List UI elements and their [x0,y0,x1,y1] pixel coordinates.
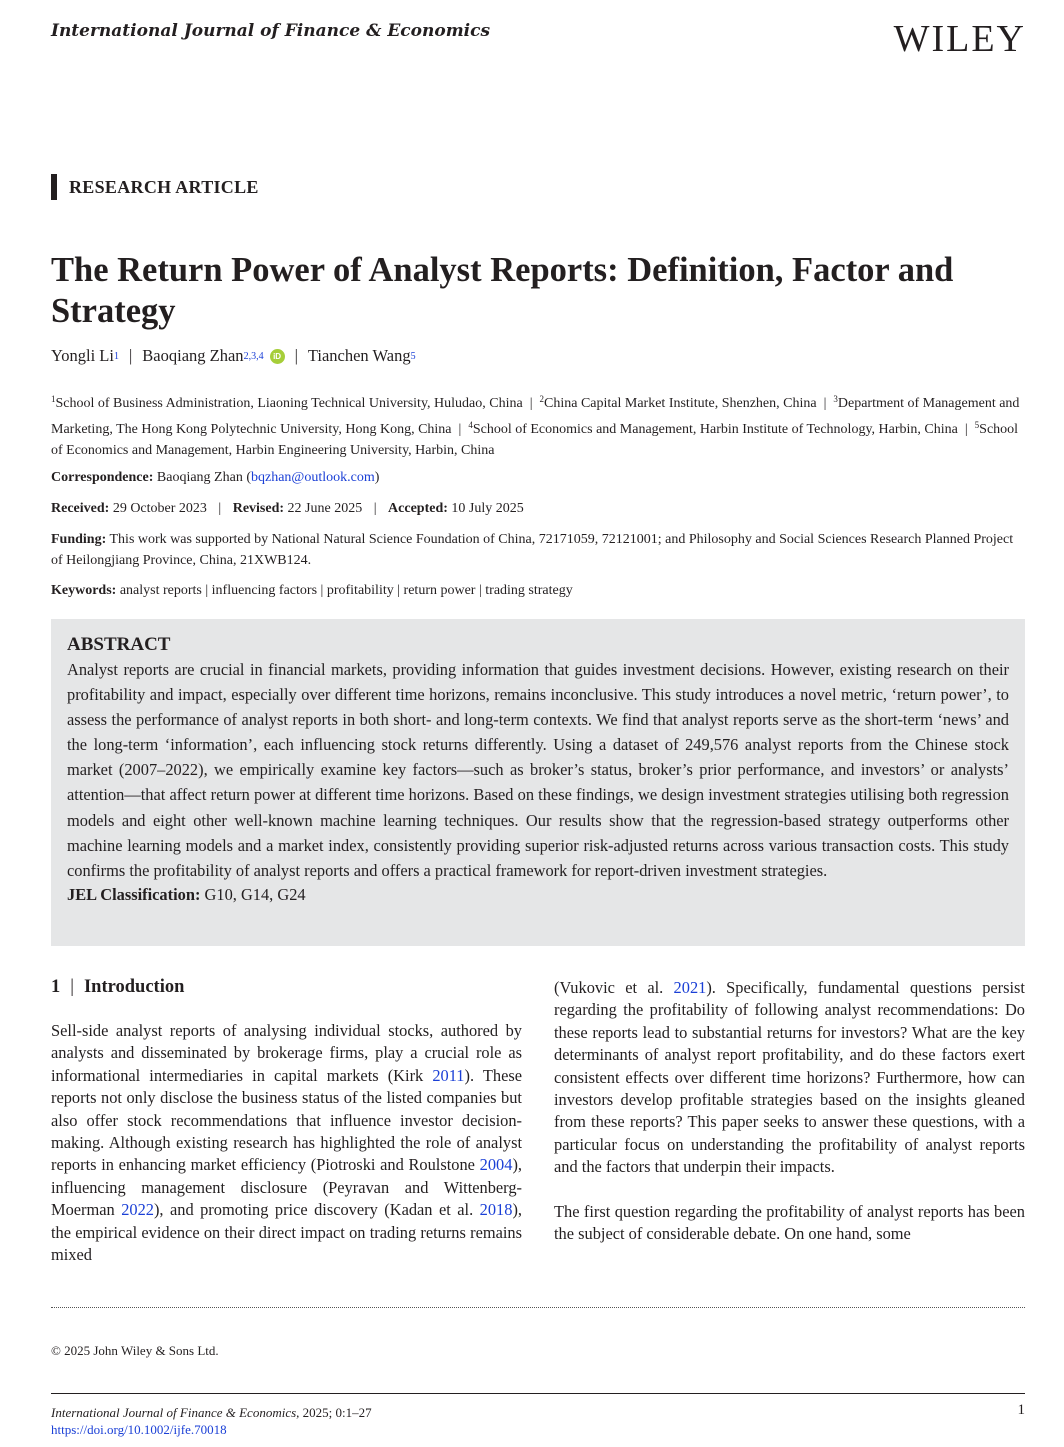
affiliation-text: School of Business Administration, Liaoning Technical University, Huludao, China [55,396,523,411]
correspondence-email-link[interactable]: bqzhan@outlook.com [251,470,375,485]
received-label: Received: [51,501,110,516]
abstract-text: Analyst reports are crucial in financial markets, providing information that guides investment decisions. However, existing research on their profitability and impact, especially over different time horizons, remains inconclusive. This study introduces a novel metric, ‘return power’, to assess the performance of analyst reports in both short- and long-term contexts. We find that analyst reports serve as the short-term ‘news’ and the long-term ‘information’, each influencing stock returns differently. Using a dataset of 249,576 analyst reports from the Chinese stock market (2007–2022), we empirically examine key factors—such as broker’s status, broker’s prior performance, and investors’ or analysts’ attention—that affect return power at different time horizons. Based on these findings, we design investment strategies utilising both regression models and eight other well-known machine learning techniques. Our results show that the regression-based strategy outperforms other machine learning models and a market index, consistently providing superior risk-adjusted returns across various transaction costs. This study confirms the profitability of analyst reports and offers a practical framework for report-driven investment strategies. [67,660,1009,880]
keyword: trading strategy [485,583,573,598]
section-number: 1 [51,977,61,997]
publisher-logo: WILEY [893,18,1026,60]
footer-divider [51,1393,1025,1394]
affiliation-number: 5 [974,419,980,430]
body-column-left [51,1020,522,1266]
citation-year-link[interactable]: 2004 [479,1155,513,1175]
section-heading: 1 | Introduction [51,977,185,997]
keyword: profitability [326,583,394,598]
funding-text: This work was supported by National Natural Science Foundation of China, 72171059, 72121001; and Philosophy and Social Sciences Research Planned Project of Heilongjiang Province, China, 21XWB124. [51,532,1014,568]
paper-title: The Return Power of Analyst Reports: Definition, Factor and Strategy [51,251,954,330]
keyword: analyst reports [119,583,202,598]
body-paragraph [554,977,1025,1179]
revised-date: 22 June 2025 [287,501,363,516]
affiliations: $^1$School of Business Administration, Liaoning Technical University, Huludao, China | $^2$China Capital Market Institute, Shenzhen, China | $^3$Department of Management and Marketing, The Hong Kong Polytechnic University, Hong Kong, China | $^4$School of Economics and Management, Harbin Institute of Technology, Harbin, China | $^5$School of Economics and Management, Harbin Engineering University, Harbin, China [51,394,1020,458]
accepted-date: 10 July 2025 [451,501,524,516]
author-list [51,346,416,366]
article-type [51,174,259,200]
footnote-divider [51,1307,1025,1308]
author-separator: | [128,346,133,365]
correspondence-name: Baoqiang Zhan [156,470,243,485]
keyword: influencing factors [211,583,318,598]
body-column-right [554,977,1025,1245]
author-affiliation-link[interactable]: 2,3,4 [243,350,264,362]
author-name: Tianchen Wang [307,346,411,365]
received-date: 29 October 2023 [112,501,207,516]
correspondence: Correspondence: Baoqiang Zhan (bqzhan@outlook.com) [51,470,380,485]
body-text-run: ). These reports not only disclose the business status of the listed companies but also offer stock recommendations that influence investor decision-making. Although existing research has highlighted the role of analyst reports in enhancing market efficiency (Piotroski and Roulstone [51,1065,522,1175]
body-text-run: (Vukovic et al. [554,978,674,997]
funding [51,529,1021,571]
citation-year-link[interactable]: 2022 [121,1200,154,1220]
citation-year-link[interactable]: 2011 [432,1065,465,1085]
journal-name: International Journal of Finance & Economics [51,21,491,41]
affiliation-number: 1 [51,394,56,404]
jel-label: JEL Classification: [67,884,201,904]
abstract-heading: ABSTRACT [67,634,171,655]
affiliation-text: School of Economics and Management, Harbin Engineering University, Harbin, China [51,421,1019,458]
citation [51,1404,372,1438]
keyword: return power [403,583,476,598]
affiliation-number: 4 [468,419,473,430]
affiliation-number: 2 [539,394,545,404]
doi-link[interactable]: https://doi.org/10.1002/ijfe.70018 [51,1422,227,1437]
body-text-run: ), and promoting price discovery (Kadan et al. [153,1200,480,1220]
keywords: Keywords: analyst reports | influencing factors | profitability | return power | trading strategy [51,583,573,598]
article-type-label: RESEARCH ARTICLE [69,176,259,197]
orcid-icon[interactable]: iD [270,349,285,364]
revised-label: Revised: [232,501,285,516]
article-type-bar [51,174,57,200]
citation-volume: 2025; 0:1–27 [299,1405,372,1420]
jel-classification [67,883,1009,907]
correspondence-label: Correspondence: [51,470,154,485]
body-paragraph: The first question regarding the profitability of analyst reports has been the subject of considerable debate. On one hand, some [554,1201,1025,1244]
section-title: Introduction [83,977,185,997]
author-separator: | [294,346,298,365]
body-paragraph [51,1020,522,1266]
author-affiliation-link[interactable]: 1 [113,350,119,362]
affiliation-text: School of Economics and Management, Harbin Institute of Technology, Harbin, China [472,421,958,437]
affiliation-number: 3 [833,394,838,404]
funding-label: Funding: [51,532,107,547]
accepted-label: Accepted: [388,501,448,516]
author-name: Baoqiang Zhan [142,346,244,365]
author-name: Yongli Li [51,346,114,365]
abstract-box [51,619,1025,946]
body-text-run: ), influencing management disclosure (Peyravan and Wittenberg-Moerman [51,1155,522,1220]
body-text-run: Sell-side analyst reports of analysing individual stocks, authored by analysts and disseminated by brokerage firms, play a crucial role as informational intermediaries in capital markets (Kirk [51,1021,522,1085]
citation-journal: International Journal of Finance & Economics, [51,1405,300,1420]
copyright: © 2025 John Wiley & Sons Ltd. [51,1343,219,1358]
author-affiliation-link[interactable]: 5 [410,350,416,362]
affiliation-text: China Capital Market Institute, Shenzhen, China [544,396,817,411]
citation-year-link[interactable]: 2021 [673,978,707,997]
body-text-run: ). Specifically, fundamental questions persist regarding the profitability of following analyst recommendations: Do these reports lead to substantial returns for investors? What are the key determinants of analyst report profitability, and do these factors exert consistent effects over different time horizons? Furthermore, how can investors develop profitable strategies based on the insights gleaned from these reports? This paper seeks to answer these questions, with a particular focus on understanding the profitability of analyst reports and the factors that underpin their impacts. [554,978,1025,1177]
keywords-label: Keywords: [51,583,117,598]
citation-year-link[interactable]: 2018 [479,1200,513,1220]
body-text-run: ), the empirical evidence on their direct impact on trading returns remains mixed [51,1200,522,1265]
affiliation-text: Department of Management and Marketing, The Hong Kong Polytechnic University, Hong Kong, China [51,396,1020,437]
jel-codes: G10, G14, G24 [204,884,306,904]
article-dates: Received: 29 October 2023 | Revised: 22 June 2025 | Accepted: 10 July 2025 [51,501,524,516]
page-number: 1 [1017,1402,1025,1418]
